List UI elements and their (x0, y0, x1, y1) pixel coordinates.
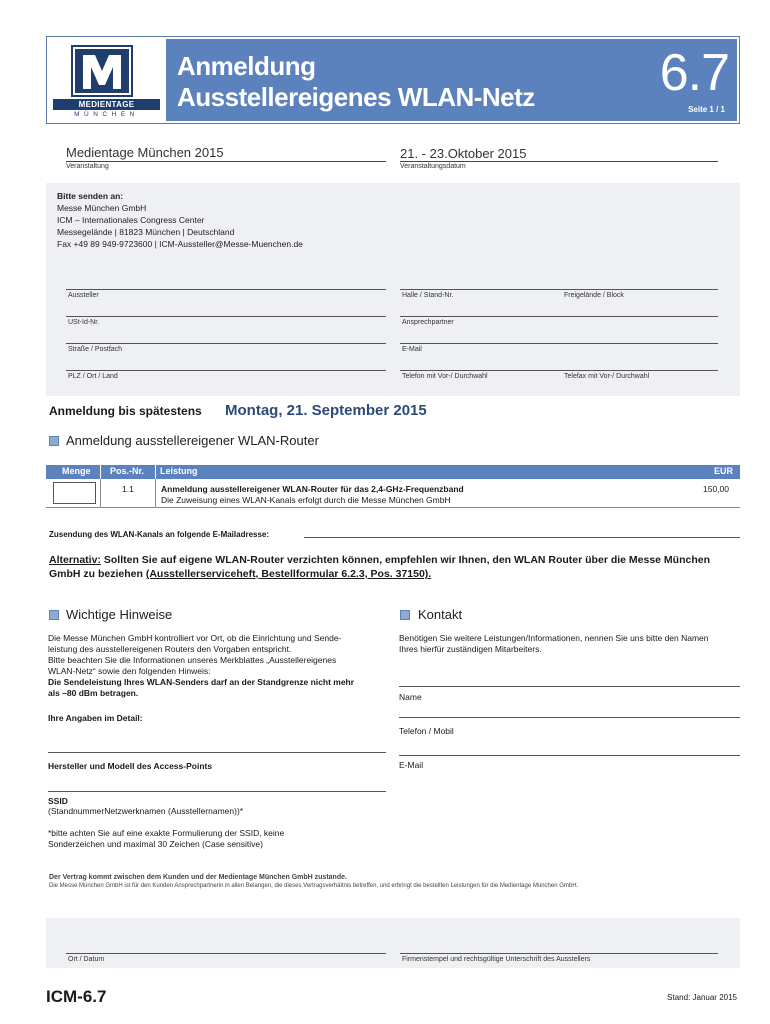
strasse-field[interactable] (66, 343, 386, 344)
send-to-line: Messegelände | 81823 München | Deutschland (57, 227, 235, 237)
hersteller-field[interactable] (48, 791, 386, 792)
zusendung-label: Zusendung des WLAN-Kanals an folgende E-Mailadresse: (49, 530, 270, 539)
form-date: Stand: Januar 2015 (667, 993, 737, 1002)
ssid-note-line1: *bitte achten Sie auf eine exakte Formulierung der SSID, keine (48, 828, 285, 838)
kontakt-title: Kontakt (418, 607, 463, 622)
form-title-line1: Anmeldung (177, 51, 316, 81)
table-bottom-line (46, 507, 740, 508)
col-pos: Pos.-Nr. (110, 466, 145, 476)
kontakt-line: Benötigen Sie weitere Leistungen/Informationen, nennen Sie uns bitte den Namen (399, 633, 709, 643)
hersteller-label: Hersteller und Modell des Access-Points (48, 761, 213, 771)
send-to-line: Fax +49 89 949-9723600 | ICM-Aussteller@Messe-Muenchen.de (57, 239, 303, 249)
aussteller-label: Aussteller (68, 292, 99, 299)
ansprechpartner-label: Ansprechpartner (402, 319, 454, 326)
event-name: Medientage München 2015 (66, 145, 224, 160)
section-square-icon (400, 610, 410, 620)
alternativ-link[interactable]: (Ausstellerserviceheft, Bestellformular 6.2.3, Pos. 37150). (145, 568, 432, 580)
halle-label: Halle / Stand-Nr. (402, 292, 454, 299)
row-price: 150,00 (703, 484, 729, 494)
table-vline (155, 479, 156, 508)
hinweise-line: WLAN-Netz“ sowie den folgenden Hinweis: (48, 666, 211, 676)
details-field[interactable] (48, 752, 386, 753)
strasse-label: Straße / Postfach (68, 346, 123, 353)
alternativ-label: Alternativ: (49, 554, 101, 566)
page-indicator: Seite 1 / 1 (688, 105, 725, 114)
row-leistung-desc: Die Zuweisung eines WLAN-Kanals erfolgt durch die Messe München GmbH (161, 495, 451, 505)
send-to-block (57, 190, 303, 250)
event-date: 21. - 23.Oktober 2015 (400, 146, 527, 161)
hinweise-line: Die Messe München GmbH kontrolliert vor Ort, ob die Einrichtung und Sende- (48, 633, 342, 643)
hinweise-bold-line: als –80 dBm betragen. (48, 688, 139, 698)
alternativ-text: Sollten Sie auf eigene WLAN-Router verzichten können, empfehlen wir Ihnen, den WLAN Router über die Messe München (100, 554, 711, 566)
vertrag-line1: Der Vertrag kommt zwischen dem Kunden und der Medientage München GmbH zustande. (49, 874, 347, 881)
kontakt-text (399, 633, 744, 655)
col-menge: Menge (62, 466, 91, 476)
form-code: ICM-6.7 (46, 987, 107, 1006)
ssid-label: SSID (48, 796, 68, 806)
col-leistung: Leistung (160, 466, 198, 476)
kontakt-line: Ihres hierfür zuständigen Mitarbeiters. (399, 644, 542, 654)
event-date-line (400, 161, 718, 162)
ust-label: USt-Id-Nr. (68, 319, 100, 326)
col-eur: EUR (714, 466, 734, 476)
kontakt-telefon-label: Telefon / Mobil (399, 726, 454, 736)
halle-field[interactable] (400, 289, 718, 290)
ansprechpartner-field[interactable] (400, 316, 718, 317)
send-to-line: ICM – Internationales Congress Center (57, 215, 205, 225)
kontakt-email-field[interactable] (399, 755, 740, 756)
telefon-label: Telefon mit Vor-/ Durchwahl (402, 373, 488, 380)
deadline-label: Anmeldung bis spätestens (49, 404, 202, 418)
header-divider (100, 465, 101, 479)
telefax-label: Telefax mit Vor-/ Durchwahl (564, 373, 650, 380)
aussteller-field[interactable] (66, 289, 386, 290)
form-title-line2: Ausstellereigenes WLAN-Netz (177, 82, 535, 112)
details-label: Ihre Angaben im Detail: (48, 713, 143, 723)
ort-datum-field[interactable] (66, 953, 386, 954)
alternativ-paragraph (49, 553, 749, 581)
router-section-title: Anmeldung ausstellereigener WLAN-Router (66, 433, 319, 448)
logo-brand-text: MEDIENTAGE (53, 99, 160, 110)
email-label: E-Mail (402, 346, 422, 353)
medientage-logo (49, 39, 164, 121)
kontakt-name-field[interactable] (399, 686, 740, 687)
section-square-icon (49, 436, 59, 446)
hinweise-line: leistung des ausstellereigenen Routers den Vorgaben entspricht. (48, 644, 292, 654)
kontakt-email-label: E-Mail (399, 760, 424, 770)
hinweise-bold-line: Die Sendeleistung Ihres WLAN-Senders darf an der Standgrenze nicht mehr (48, 677, 355, 687)
form-number: 6.7 (659, 44, 729, 102)
deadline-date: Montag, 21. September 2015 (225, 402, 427, 419)
event-date-label: Veranstaltungsdatum (400, 163, 466, 170)
send-to-line: Messe München GmbH (57, 203, 147, 213)
signature-label: Firmenstempel und rechtsgültige Unterschrift des Ausstellers (402, 956, 591, 963)
event-name-label: Veranstaltung (66, 163, 109, 170)
signature-area (46, 918, 740, 968)
alternativ-text2: GmbH zu beziehen (49, 568, 146, 580)
plz-field[interactable] (66, 370, 386, 371)
quantity-input[interactable] (53, 482, 96, 504)
zusendung-email-field[interactable] (304, 537, 740, 538)
signature-field[interactable] (400, 953, 718, 954)
kontakt-name-label: Name (399, 692, 422, 702)
hinweise-title: Wichtige Hinweise (66, 607, 173, 622)
ssid-sub: (StandnummerNetzwerknamen (Ausstellernamen))* (48, 806, 244, 816)
hinweise-text (48, 633, 388, 699)
header-divider (155, 465, 156, 479)
send-to-heading: Bitte senden an: (57, 191, 124, 201)
table-vline (100, 479, 101, 508)
section-square-icon (49, 610, 59, 620)
logo-city-text: MÜNCHEN (74, 111, 139, 118)
event-name-line (66, 161, 386, 162)
hinweise-line: Bitte beachten Sie die Informationen unseres Merkblattes „Ausstellereigenes (48, 655, 337, 665)
ssid-note-line2: Sonderzeichen und maximal 30 Zeichen (Case sensitive) (48, 839, 263, 849)
kontakt-telefon-field[interactable] (399, 717, 740, 718)
form-header (46, 36, 740, 124)
plz-label: PLZ / Ort / Land (68, 373, 118, 380)
telefon-field[interactable] (400, 370, 718, 371)
ort-datum-label: Ort / Datum (68, 956, 105, 963)
row-leistung-title: Anmeldung ausstellereigener WLAN-Router für das 2,4-GHz-Frequenzband (161, 484, 464, 494)
table-header (46, 465, 740, 479)
row-pos: 1.1 (122, 484, 134, 494)
ust-field[interactable] (66, 316, 386, 317)
email-field[interactable] (400, 343, 718, 344)
freigelaende-label: Freigelände / Block (564, 292, 624, 299)
logo-m-icon (79, 51, 125, 91)
vertrag-line2: Die Messe München GmbH ist für den Kunden Ansprechpartnerin in allen Belangen, die dieses Vertragsverhältnis betreffen, und erbringt die bestellten Leistungen für die Medientage München GmbH. (49, 883, 579, 889)
